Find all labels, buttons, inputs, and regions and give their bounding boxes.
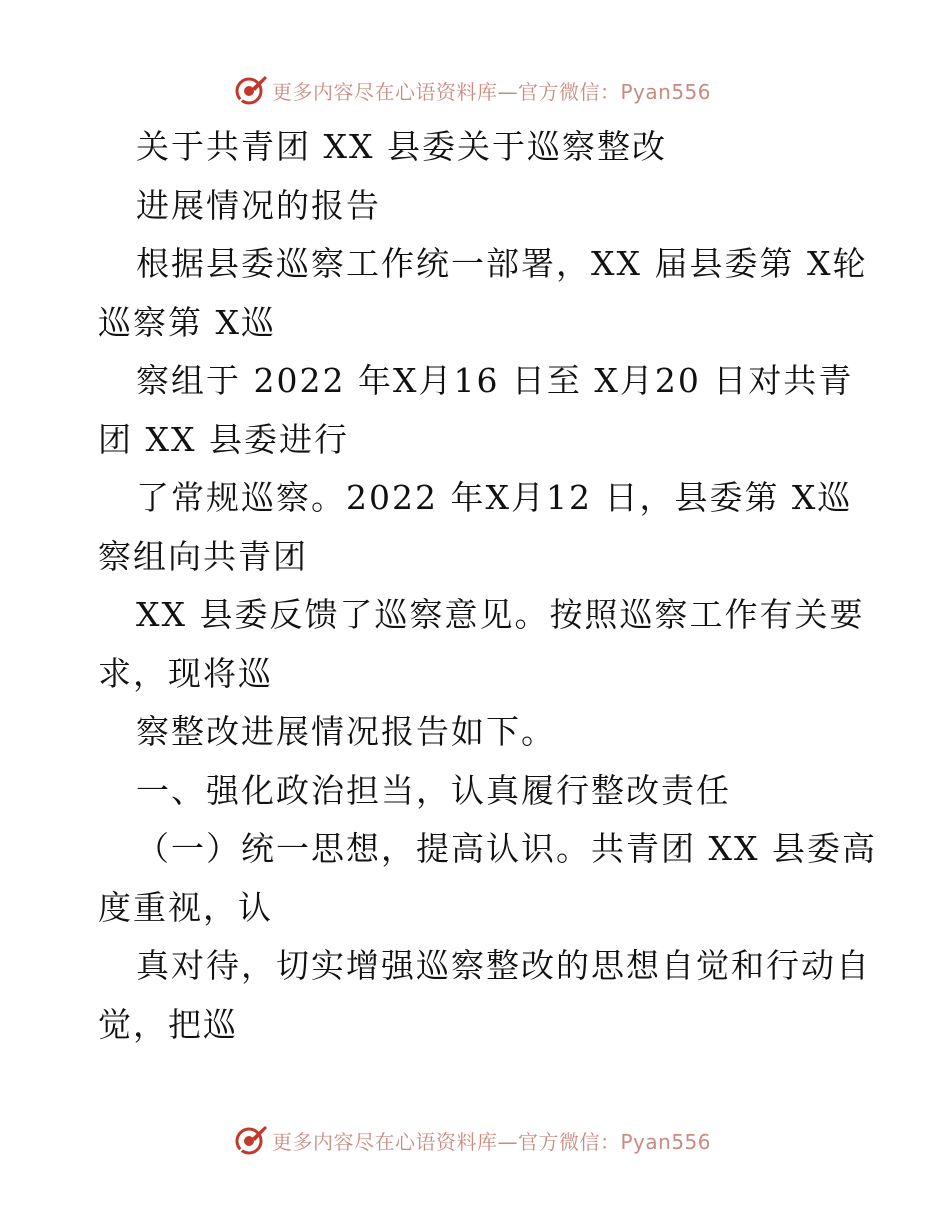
paragraph-line: 求，现将巡: [98, 653, 273, 693]
footer-banner: [234, 1122, 711, 1158]
footer-banner-text: 更多内容尽在心语资料库—官方微信：Pyan556: [272, 1129, 712, 1154]
header-banner-text: 更多内容尽在心语资料库—官方微信：Pyan556: [272, 79, 712, 104]
paragraph-line: 度重视，认: [98, 887, 273, 927]
paragraph-line: 察组于 2022 年X月16 日至 X月20 日对共青: [136, 361, 854, 400]
document-body: [98, 118, 877, 1054]
paragraph-line: 察整改进展情况报告如下。: [136, 712, 556, 751]
title-line-2: 进展情况的报告: [136, 185, 381, 225]
pen-logo-icon: [234, 1123, 268, 1157]
paragraph-line: 团 XX 县委进行: [98, 419, 349, 459]
paragraph-line: 巡察第 X巡: [98, 302, 276, 342]
paragraph-line: XX 县委反馈了巡察意见。按照巡察工作有关要: [136, 595, 865, 634]
paragraph-line: 察组向共青团: [98, 536, 308, 576]
paragraph-line: （一）统一思想，提高认识。共青团 XX 县委高: [136, 829, 877, 868]
title-line-1: 关于共青团 XX 县委关于巡察整改: [136, 127, 667, 166]
paragraph-line: 了常规巡察。2022 年X月12 日，县委第 X巡: [136, 478, 853, 517]
paragraph-line: 真对待，切实增强巡察整改的思想自觉和行动自: [136, 946, 871, 985]
paragraph-line: 觉，把巡: [98, 1004, 238, 1044]
header-banner: [234, 72, 711, 108]
paragraph-line: 根据县委巡察工作统一部署，XX 届县委第 X轮: [136, 244, 868, 283]
pen-logo-icon: [234, 73, 268, 107]
section-heading: 一、强化政治担当，认真履行整改责任: [136, 770, 731, 810]
